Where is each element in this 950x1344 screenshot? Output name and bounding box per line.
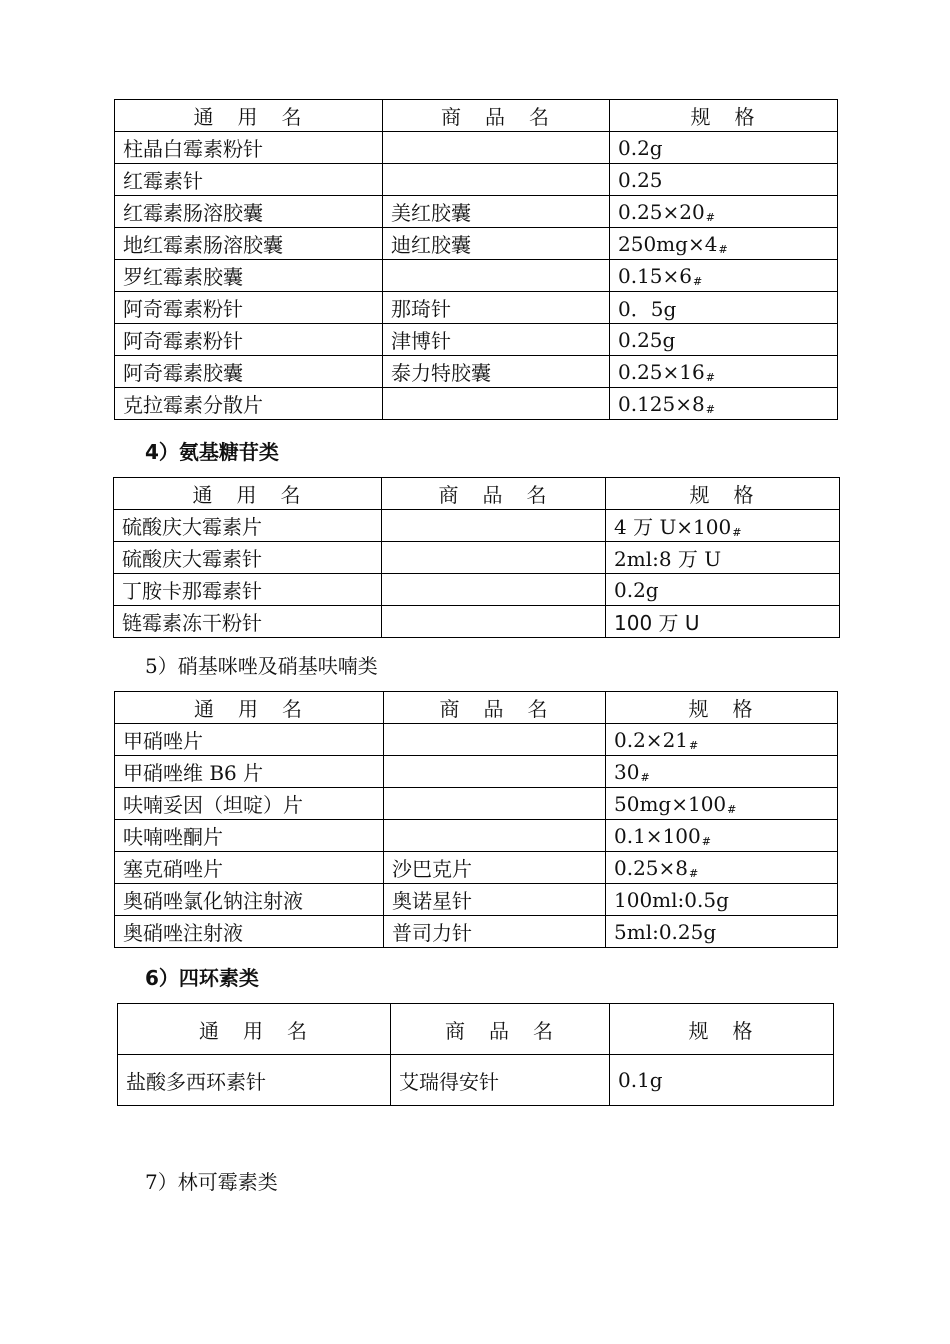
- section-heading-tetracycline: 6）四环素类: [145, 966, 259, 990]
- cell-brand: [384, 724, 606, 756]
- cell-spec: 4 万 U×100#: [606, 510, 840, 542]
- cell-generic: 红霉素肠溶胶囊: [115, 196, 383, 228]
- header-spec: 规 格: [610, 100, 838, 132]
- cell-spec: 0.1×100#: [606, 820, 838, 852]
- header-brand-name: 商 品 名: [383, 100, 610, 132]
- cell-spec: 100ml:0.5g: [606, 884, 838, 916]
- cell-generic: 链霉素冻干粉针: [114, 606, 382, 638]
- cell-brand: 泰力特胶囊: [383, 356, 610, 388]
- header-generic-name: 通 用 名: [115, 100, 383, 132]
- table-row: [118, 1055, 834, 1106]
- count-mark: #: [701, 834, 711, 848]
- cell-generic: 甲硝唑维 B6 片: [115, 756, 384, 788]
- cell-spec: 100 万 U: [606, 606, 840, 638]
- table-row: [115, 356, 838, 388]
- cell-brand: [384, 756, 606, 788]
- cell-generic: 呋喃唑酮片: [115, 820, 384, 852]
- cell-generic: 呋喃妥因（坦啶）片: [115, 788, 384, 820]
- cell-spec: 0．5g: [610, 292, 838, 324]
- cell-generic: 阿奇霉素粉针: [115, 292, 383, 324]
- macrolide-table: [114, 99, 838, 420]
- cell-spec: 0.2g: [606, 574, 840, 606]
- table-row: [114, 542, 840, 574]
- count-mark: #: [693, 274, 703, 288]
- aminoglycoside-table: [113, 477, 840, 638]
- table-row: [115, 164, 838, 196]
- cell-generic: 甲硝唑片: [115, 724, 384, 756]
- cell-brand: 普司力针: [384, 916, 606, 948]
- table-row: [114, 574, 840, 606]
- cell-generic: 罗红霉素胶囊: [115, 260, 383, 292]
- tetracycline-table: [117, 1003, 834, 1106]
- cell-brand: [382, 510, 606, 542]
- cell-spec: 0.25g: [610, 324, 838, 356]
- table-row: [115, 388, 838, 420]
- cell-generic: 柱晶白霉素粉针: [115, 132, 383, 164]
- cell-spec: 5ml:0.25g: [606, 916, 838, 948]
- section-heading-aminoglycoside: 4）氨基糖苷类: [145, 440, 279, 464]
- cell-brand: [383, 260, 610, 292]
- table-header-row: [118, 1004, 834, 1055]
- count-mark: #: [705, 370, 715, 384]
- header-generic-name: 通 用 名: [115, 692, 384, 724]
- table-row: [115, 260, 838, 292]
- cell-generic: 塞克硝唑片: [115, 852, 384, 884]
- cell-brand: 那琦针: [383, 292, 610, 324]
- table-row: [115, 132, 838, 164]
- count-mark: #: [727, 802, 737, 816]
- cell-generic: 硫酸庆大霉素片: [114, 510, 382, 542]
- cell-brand: [383, 164, 610, 196]
- table-header-row: [115, 692, 838, 724]
- cell-spec: 50mg×100#: [606, 788, 838, 820]
- cell-spec: 30#: [606, 756, 838, 788]
- header-generic-name: 通 用 名: [118, 1004, 391, 1055]
- table-row: [115, 788, 838, 820]
- cell-generic: 阿奇霉素粉针: [115, 324, 383, 356]
- count-mark: #: [718, 242, 728, 256]
- table-row: [114, 510, 840, 542]
- cell-spec: 250mg×4#: [610, 228, 838, 260]
- cell-brand: [382, 606, 606, 638]
- header-generic-name: 通 用 名: [114, 478, 382, 510]
- cell-spec: 0.125×8#: [610, 388, 838, 420]
- cell-generic: 阿奇霉素胶囊: [115, 356, 383, 388]
- cell-brand: 美红胶囊: [383, 196, 610, 228]
- cell-brand: [382, 574, 606, 606]
- count-mark: #: [705, 210, 715, 224]
- header-brand-name: 商 品 名: [382, 478, 606, 510]
- table-row: [115, 916, 838, 948]
- count-mark: #: [640, 770, 650, 784]
- cell-spec: 0.25×16#: [610, 356, 838, 388]
- header-spec: 规 格: [610, 1004, 834, 1055]
- nitro-table: [114, 691, 838, 948]
- cell-brand: 津博针: [383, 324, 610, 356]
- cell-brand: 奥诺星针: [384, 884, 606, 916]
- table-row: [115, 884, 838, 916]
- cell-generic: 克拉霉素分散片: [115, 388, 383, 420]
- cell-brand: [383, 388, 610, 420]
- cell-spec: 0.25: [610, 164, 838, 196]
- cell-generic: 盐酸多西环素针: [118, 1055, 391, 1106]
- cell-generic: 硫酸庆大霉素针: [114, 542, 382, 574]
- header-brand-name: 商 品 名: [384, 692, 606, 724]
- table-row: [115, 724, 838, 756]
- table-row: [115, 756, 838, 788]
- cell-brand: [382, 542, 606, 574]
- cell-generic: 丁胺卡那霉素针: [114, 574, 382, 606]
- cell-brand: 艾瑞得安针: [391, 1055, 610, 1106]
- cell-brand: 沙巴克片: [384, 852, 606, 884]
- cell-brand: [383, 132, 610, 164]
- cell-spec: 0.25×20#: [610, 196, 838, 228]
- cell-spec: 0.15×6#: [610, 260, 838, 292]
- cell-brand: [384, 788, 606, 820]
- section-heading-lincomycin: 7）林可霉素类: [145, 1170, 278, 1194]
- count-mark: #: [689, 738, 699, 752]
- cell-generic: 奥硝唑氯化钠注射液: [115, 884, 384, 916]
- header-brand-name: 商 品 名: [391, 1004, 610, 1055]
- table-row: [115, 820, 838, 852]
- cell-generic: 奥硝唑注射液: [115, 916, 384, 948]
- header-spec: 规 格: [606, 478, 840, 510]
- cell-spec: 0.25×8#: [606, 852, 838, 884]
- table-row: [115, 196, 838, 228]
- cell-spec: 0.1g: [610, 1055, 834, 1106]
- cell-generic: 红霉素针: [115, 164, 383, 196]
- cell-brand: 迪红胶囊: [383, 228, 610, 260]
- count-mark: #: [689, 866, 699, 880]
- count-mark: #: [705, 402, 715, 416]
- cell-spec: 0.2×21#: [606, 724, 838, 756]
- section-heading-nitro: 5）硝基咪唑及硝基呋喃类: [145, 654, 378, 678]
- table-row: [114, 606, 840, 638]
- table-header-row: [114, 478, 840, 510]
- cell-spec: 2ml:8 万 U: [606, 542, 840, 574]
- table-row: [115, 852, 838, 884]
- cell-generic: 地红霉素肠溶胶囊: [115, 228, 383, 260]
- table-row: [115, 292, 838, 324]
- cell-brand: [384, 820, 606, 852]
- table-header-row: [115, 100, 838, 132]
- table-row: [115, 228, 838, 260]
- header-spec: 规 格: [606, 692, 838, 724]
- count-mark: #: [732, 526, 742, 539]
- table-row: [115, 324, 838, 356]
- cell-spec: 0.2g: [610, 132, 838, 164]
